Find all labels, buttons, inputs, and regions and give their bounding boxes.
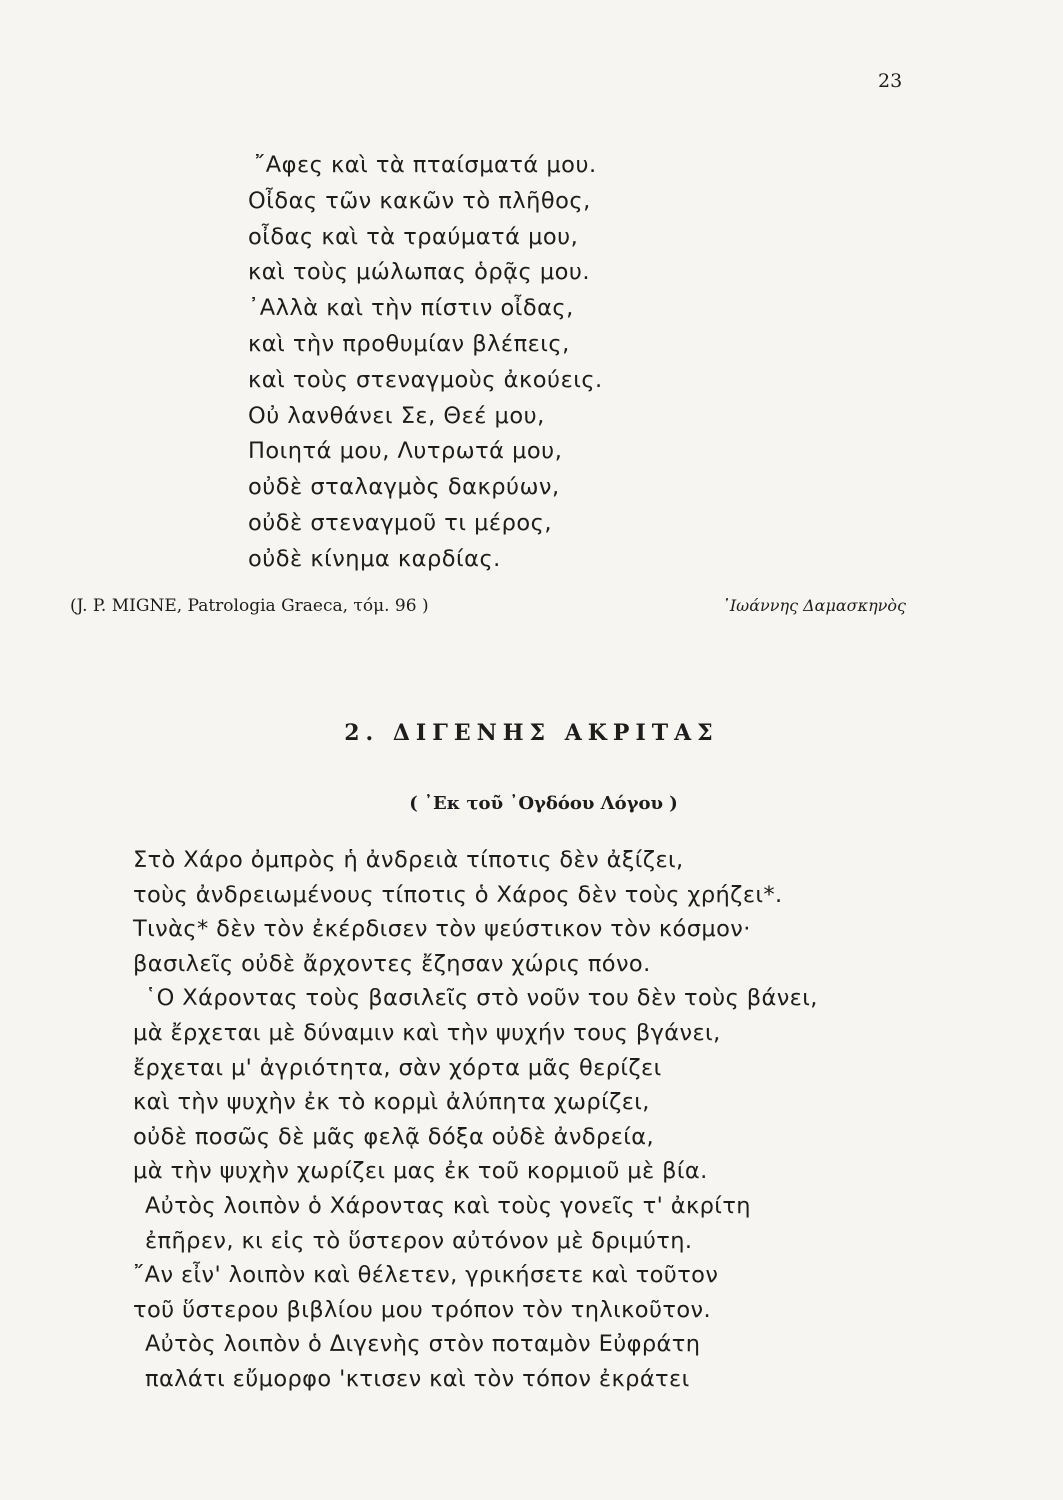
poem-line: Στὸ Χάρο ὀμπρὸς ἡ ἀνδρειὰ τίποτις δὲν ἀξίζει, <box>133 847 684 873</box>
poem-line: καὶ τὴν προθυμίαν βλέπεις, <box>248 330 570 357</box>
poem-line: μὰ τὴν ψυχὴν χωρίζει μας ἐκ τοῦ κορμιοῦ μὲ βία. <box>133 1158 708 1185</box>
poem-line: ἐπῆρεν, κι εἰς τὸ ὕστερον αὐτόνον μὲ δριμύτη. <box>145 1227 693 1254</box>
citation <box>70 596 906 626</box>
poem-line: τοὺς ἀνδρειωμένους τίποτις ὁ Χάρος δὲν τοὺς χρήζει*. <box>133 881 783 908</box>
poem-line: ῎Αφες καὶ τὰ πταίσματά μου. <box>254 152 597 178</box>
citation-author: ᾿Ιωάννης Δαμασκηνὸς <box>721 596 906 615</box>
poem-line: μὰ ἔρχεται μὲ δύναμιν καὶ τὴν ψυχήν τους βγάνει, <box>133 1019 721 1046</box>
poem-line: οὐδὲ κίνημα καρδίας. <box>248 545 501 572</box>
poem-digenis-akritas <box>133 843 818 1397</box>
poem-line: Οἶδας τῶν κακῶν τὸ πλῆθος, <box>248 187 591 214</box>
poem-line: καὶ τὴν ψυχὴν ἐκ τὸ κορμὶ ἀλύπητα χωρίζει, <box>133 1089 650 1116</box>
poem-line: οὐδὲ στεναγμοῦ τι μέρος, <box>248 509 552 536</box>
poem-line: καὶ τοὺς στεναγμοὺς ἀκούεις. <box>248 366 603 393</box>
poem-line: Αὐτὸς λοιπὸν ὁ Διγενὴς στὸν ποταμὸν Εὐφράτη <box>145 1331 701 1358</box>
poem-line: Ποιητά μου, Λυτρωτά μου, <box>248 438 563 465</box>
poem-line: βασιλεῖς οὐδὲ ἄρχοντες ἔζησαν χώρις πόνο. <box>133 950 651 977</box>
section-title: 2. ΔΙΓΕΝΗΣ ΑΚΡΙΤΑΣ <box>344 720 719 746</box>
section-subtitle: ( ᾿Εκ τοῦ ᾿Ογδόου Λόγου ) <box>409 793 678 814</box>
poem-line: Οὐ λανθάνει Σε, Θεέ μου, <box>248 402 545 429</box>
poem-line: Αὐτὸς λοιπὸν ὁ Χάροντας καὶ τοὺς γονεῖς τ' ἀκρίτη <box>145 1192 751 1219</box>
poem-line: οἶδας καὶ τὰ τραύματά μου, <box>248 223 579 250</box>
page-number: 23 <box>878 70 903 92</box>
poem-line: οὐδὲ ποσῶς δὲ μᾶς φελᾷ δόξα οὐδὲ ἀνδρεία, <box>133 1123 655 1150</box>
poem-line: καὶ τοὺς μώλωπας ὁρᾷς μου. <box>248 259 591 286</box>
citation-source: (J. P. MIGNE, Patrologia Graeca, τόμ. 96 ) <box>70 596 429 616</box>
poem-line: ἔρχεται μ' ἀγριότητα, σὰν χόρτα μᾶς θερίζει <box>133 1054 662 1081</box>
poem-line: Τινὰς* δὲν τὸν ἐκέρδισεν τὸν ψεύστικον τὸν κόσμον· <box>133 916 751 943</box>
poem-line: οὐδὲ σταλαγμὸς δακρύων, <box>248 474 560 501</box>
poem-line: τοῦ ὕστερου βιβλίου μου τρόπον τὸν τηλικοῦτον. <box>133 1296 712 1323</box>
poem-line: ῾Ο Χάροντας τοὺς βασιλεῖς στὸ νοῦν του δὲν τοὺς βάνει, <box>145 985 818 1012</box>
poem-ioannis-damaskinos <box>248 148 603 578</box>
poem-line: ῎Αν εἶν' λοιπὸν καὶ θέλετεν, γρικήσετε καὶ τοῦτον <box>133 1262 719 1289</box>
poem-line: ᾿Αλλὰ καὶ τὴν πίστιν οἶδας, <box>248 295 574 322</box>
poem-line: παλάτι εὔμορφο 'κτισεν καὶ τὸν τόπον ἐκράτει <box>145 1365 690 1392</box>
